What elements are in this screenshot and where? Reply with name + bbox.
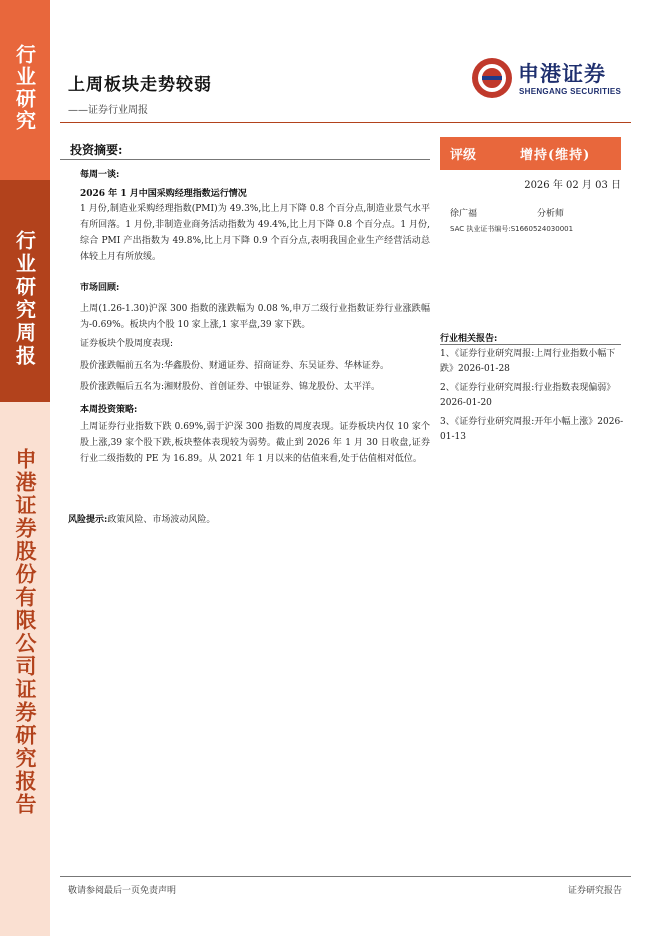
analyst-title: 分析师 bbox=[537, 209, 565, 219]
rating-value: 增持(维持) bbox=[520, 148, 591, 163]
sidebar-segment1-text: 行业研究 bbox=[12, 44, 37, 132]
risk-text: 政策风险、市场波动风险。 bbox=[107, 515, 216, 525]
stock-weekly-label: 证券板块个股周度表现: bbox=[80, 339, 174, 349]
sidebar-segment-company bbox=[0, 402, 50, 936]
sidebar-segment-weekly bbox=[0, 180, 50, 402]
page-title: 上周板块走势较弱 bbox=[68, 75, 212, 95]
risk-warning bbox=[68, 512, 215, 525]
sidebar-segment-industry-research bbox=[0, 0, 50, 180]
risk-label: 风险提示: bbox=[68, 515, 108, 525]
summary-divider bbox=[60, 159, 430, 160]
sidebar-segment3-text: 申港证券股份有限公司证券研究报告 bbox=[13, 448, 38, 816]
market-review-heading: 市场回顾: bbox=[80, 283, 120, 293]
sidebar-segment2-text: 行业研究周报 bbox=[12, 230, 37, 368]
sidebar-strip bbox=[0, 0, 50, 936]
top5-stocks: 股价涨跌幅前五名为:华鑫股份、财通证券、招商证券、东吴证券、华林证券。 bbox=[80, 361, 390, 371]
bottom5-stocks: 股价涨跌幅后五名为:湘财股份、首创证券、中银证券、锦龙股份、太平洋。 bbox=[80, 382, 381, 392]
footer-report-type: 证券研究报告 bbox=[567, 886, 622, 896]
summary-title: 投资摘要: bbox=[70, 143, 123, 157]
related-reports-title: 行业相关报告: bbox=[440, 334, 498, 344]
rating-box bbox=[440, 137, 621, 170]
strategy-paragraph: 上周证券行业指数下跌 0.69%,弱于沪深 300 指数的周度表现。证券板块内仅 10 家个股上涨,39 家个股下跌,板块整体表现较为弱势。截止到 2026 年 1 月 30 日收盘,证券行业二级指数的 PE 为 16.89。从 2021 年 1 月以来的估值来看,处于估值相对低位。 bbox=[80, 422, 430, 464]
header-divider bbox=[60, 122, 631, 123]
footer-disclaimer-note: 敬请参阅最后一页免责声明 bbox=[68, 886, 177, 896]
market-review-paragraph: 上周(1.26-1.30)沪深 300 指数的涨跌幅为 0.08 %,申万二级行业指数证券行业涨跌幅为-0.69%。板块内个股 10 家上涨,1 家平盘,39 家下跌。 bbox=[80, 304, 430, 330]
logo-english-name: SHENGANG SECURITIES bbox=[519, 87, 622, 96]
analyst-name: 徐广福 bbox=[450, 209, 478, 219]
company-logo bbox=[472, 56, 632, 102]
report-date: 2026 年 02 月 03 日 bbox=[524, 180, 621, 191]
strategy-heading: 本周投资策略: bbox=[80, 405, 138, 415]
logo-mark-icon bbox=[472, 58, 512, 98]
related-report-item[interactable]: 2、《证券行业研究周报:行业指数表现偏弱》2026-01-20 bbox=[440, 383, 616, 408]
logo-chinese-name: 申港证券 bbox=[518, 62, 606, 86]
footer-divider bbox=[60, 876, 631, 877]
pmi-heading: 2026 年 1 月中国采购经理指数运行情况 bbox=[80, 189, 247, 199]
related-report-item[interactable]: 3、《证券行业研究周报:开年小幅上涨》2026-01-13 bbox=[440, 417, 624, 442]
page-subtitle: ——证券行业周报 bbox=[68, 105, 148, 116]
analyst-sac-number: SAC 执业证书编号:S1660524030001 bbox=[450, 225, 574, 233]
pmi-paragraph: 1 月份,制造业采购经理指数(PMI)为 49.3%,比上月下降 0.8 个百分点,制造业景气水平有所回落。1 月份,非制造业商务活动指数为 49.4%,比上月下降 0.8 个百分点。1 月份,综合 PMI 产出指数为 49.8%,比上月下降 0.9 个百分点,表明我国企业生产经营活动总体较上月有所放缓。 bbox=[80, 204, 430, 262]
related-report-item[interactable]: 1、《证券行业研究周报:上周行业指数小幅下跌》2026-01-28 bbox=[440, 349, 616, 374]
related-reports-divider bbox=[440, 344, 621, 345]
weekly-talk-heading: 每周一谈: bbox=[80, 170, 120, 180]
rating-label: 评级 bbox=[450, 148, 477, 163]
